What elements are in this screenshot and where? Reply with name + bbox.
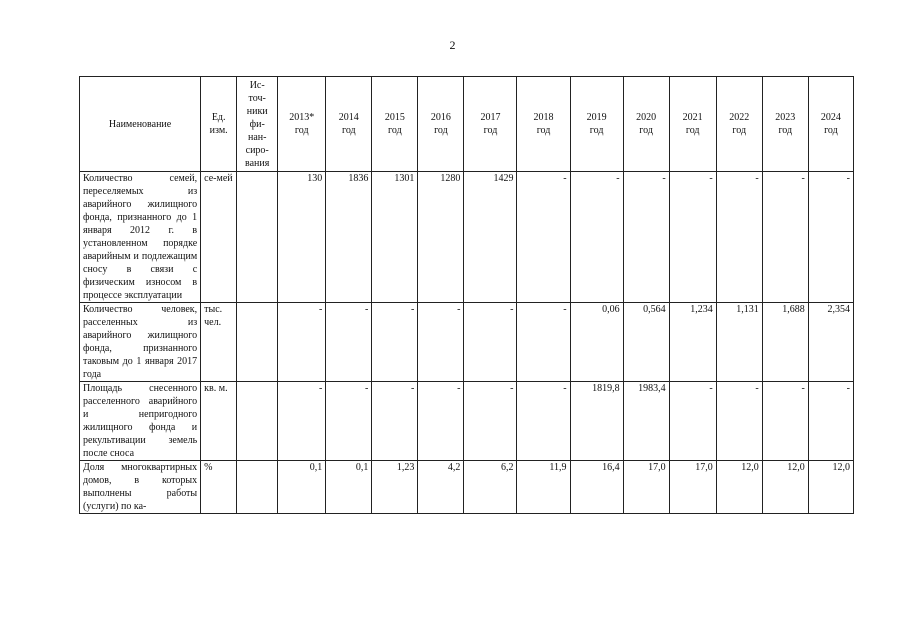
header-year-label: 2020 (636, 112, 657, 123)
header-year (669, 77, 716, 172)
row-value: - (326, 303, 372, 382)
row-value: - (517, 172, 570, 303)
header-name: Наименование (80, 77, 201, 172)
header-year-unit: год (434, 125, 448, 136)
row-value: - (716, 172, 762, 303)
header-year (808, 77, 853, 172)
row-value: 0,06 (570, 303, 623, 382)
header-year-label: 2024 (820, 112, 841, 123)
row-value: 0,1 (326, 461, 372, 514)
header-year-label: 2015 (384, 112, 405, 123)
table-row (80, 461, 854, 514)
page-number: 2 (449, 38, 456, 52)
header-year-label: 2023 (775, 112, 796, 123)
header-source (237, 77, 278, 172)
header-source-line: фи- (249, 118, 265, 130)
row-name: Доля многоквартирных домов, в которых выполнены работы (услуги) по ка- (80, 461, 201, 514)
table-row (80, 382, 854, 461)
header-year-unit: год (294, 125, 309, 136)
header-year (517, 77, 570, 172)
header-unit-line: изм. (209, 125, 228, 136)
header-year-unit: год (685, 125, 700, 136)
row-value: 1280 (418, 172, 464, 303)
header-year-label: 2017 (480, 112, 501, 123)
row-value: 130 (278, 172, 326, 303)
row-value: - (623, 172, 669, 303)
row-unit: се-мей (201, 172, 237, 303)
header-year (762, 77, 808, 172)
row-value: - (808, 172, 853, 303)
row-source (237, 382, 278, 461)
header-year-label: 2019 (586, 112, 607, 123)
row-unit: кв. м. (201, 382, 237, 461)
row-value: - (418, 303, 464, 382)
row-name: Площадь снесенного расселенного аварийного и непригодного жилищного фонда и рекультивации земель после сноса (80, 382, 201, 461)
row-unit: тыс. чел. (201, 303, 237, 382)
row-value: - (762, 382, 808, 461)
row-value: 2,354 (808, 303, 853, 382)
row-value: - (669, 172, 716, 303)
row-value: - (517, 303, 570, 382)
header-unit (201, 77, 237, 172)
row-value: - (278, 303, 326, 382)
row-value: 1819,8 (570, 382, 623, 461)
header-year-label: 2022 (729, 112, 750, 123)
row-value: 1983,4 (623, 382, 669, 461)
header-year (570, 77, 623, 172)
row-value: - (464, 303, 517, 382)
row-value: - (762, 172, 808, 303)
row-value: - (372, 382, 418, 461)
header-year-label: 2016 (430, 112, 451, 123)
row-value: - (716, 382, 762, 461)
header-year (623, 77, 669, 172)
header-source-line: точ- (248, 92, 266, 104)
header-year-unit: год (732, 125, 747, 136)
row-value: - (464, 382, 517, 461)
header-source-line: нан- (247, 131, 267, 143)
table-row (80, 172, 854, 303)
row-value: 17,0 (669, 461, 716, 514)
header-year-label: 2018 (533, 112, 554, 123)
row-value: 0,564 (623, 303, 669, 382)
header-unit-line: Ед. (211, 112, 226, 123)
header-row (80, 77, 854, 172)
row-source (237, 303, 278, 382)
header-year-unit: год (824, 125, 838, 136)
header-year-unit: год (589, 125, 604, 136)
table-row (80, 303, 854, 382)
row-value: - (418, 382, 464, 461)
row-source (237, 461, 278, 514)
row-value: 12,0 (716, 461, 762, 514)
row-value: - (278, 382, 326, 461)
row-value: 1429 (464, 172, 517, 303)
header-year-unit: год (483, 125, 498, 136)
row-value: - (372, 303, 418, 382)
header-year (372, 77, 418, 172)
row-value: 12,0 (762, 461, 808, 514)
header-year-unit: год (388, 125, 402, 136)
row-name: Количество человек, расселенных из аварийного жилищного фонда, признанного таковым до 1 января 2017 года (80, 303, 201, 382)
header-year-unit: год (536, 125, 551, 136)
row-value: - (326, 382, 372, 461)
row-source (237, 172, 278, 303)
row-value: 0,1 (278, 461, 326, 514)
row-value: 1301 (372, 172, 418, 303)
row-value: 1,234 (669, 303, 716, 382)
header-year-unit: год (341, 125, 356, 136)
row-value: 11,9 (517, 461, 570, 514)
row-value: 4,2 (418, 461, 464, 514)
row-value: 1,23 (372, 461, 418, 514)
header-year-unit: год (639, 125, 653, 136)
header-year (464, 77, 517, 172)
row-name: Количество семей, переселяемых из аварийного жилищного фонда, признанного до 1 января 2012 г. в установленном порядке аварийным и подлежащим сносу в связи с физическим износом в процессе эксплуатации (80, 172, 201, 303)
header-year (716, 77, 762, 172)
header-year (418, 77, 464, 172)
header-source-line: ники (246, 105, 268, 117)
row-value: 1,688 (762, 303, 808, 382)
header-year-unit: год (778, 125, 793, 136)
row-value: 1,131 (716, 303, 762, 382)
row-value: - (669, 382, 716, 461)
row-value: 6,2 (464, 461, 517, 514)
indicators-table (79, 76, 854, 514)
header-source-line: вания (245, 157, 270, 169)
header-source-line: сиро- (245, 144, 269, 156)
row-value: - (517, 382, 570, 461)
header-year-label: 2021 (682, 112, 703, 123)
row-unit: % (201, 461, 237, 514)
row-value: 16,4 (570, 461, 623, 514)
row-value: - (570, 172, 623, 303)
header-year-label: 2013* (289, 112, 315, 123)
header-year (326, 77, 372, 172)
header-source-line: Ис- (249, 79, 265, 91)
row-value: 1836 (326, 172, 372, 303)
header-year (278, 77, 326, 172)
header-year-label: 2014 (338, 112, 359, 123)
row-value: 17,0 (623, 461, 669, 514)
row-value: 12,0 (808, 461, 853, 514)
row-value: - (808, 382, 853, 461)
